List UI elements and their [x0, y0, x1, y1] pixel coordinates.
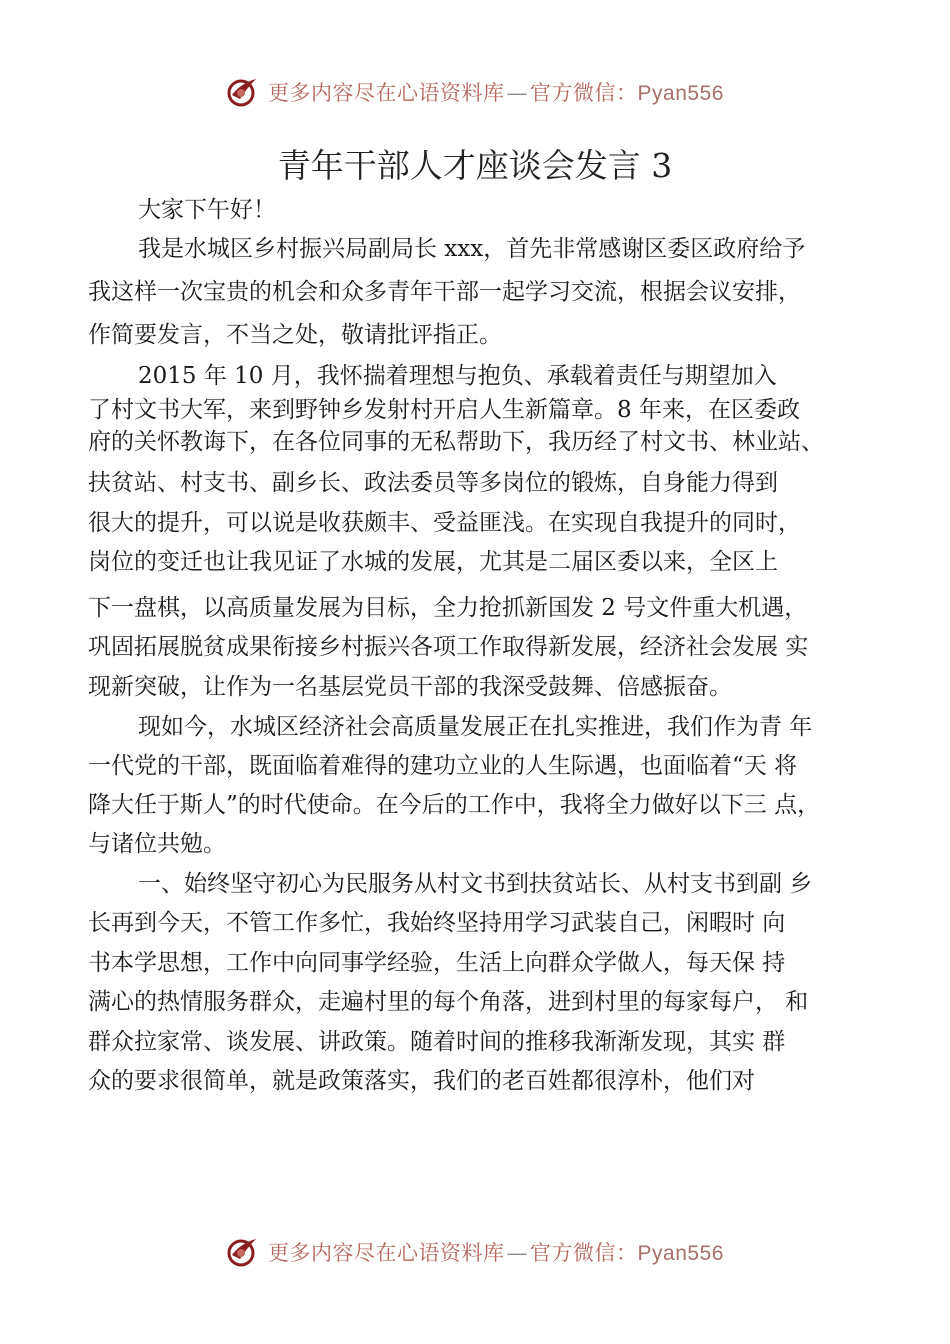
watermark-id: Pyan556 [637, 82, 724, 105]
body-line: 降大任于斯人”的时代使命。在今后的工作中，我将全力做好以下三 点， [88, 792, 821, 818]
body-line: 一代党的干部，既面临着难得的建功立业的人生际遇，也面临着“天 将 [88, 753, 798, 779]
watermark-main-text: 更多内容尽在心语资料库 [268, 1241, 505, 1265]
body-line: 大家下午好！ [138, 197, 276, 223]
body-line: 扶贫站、村支书、副乡长、政法委员等多岗位的锻炼，自身能力得到 [88, 470, 778, 496]
body-line: 岗位的变迁也让我见证了水城的发展，尤其是二届区委以来，全区上 [88, 549, 778, 575]
watermark-main-text: 更多内容尽在心语资料库 [268, 81, 505, 105]
body-line: 与诸位共勉。 [88, 831, 226, 857]
body-line: 2015 年 10 月，我怀揣着理想与抱负、承载着责任与期望加入 [138, 363, 777, 389]
body-line: 群众拉家常、谈发展、讲政策。随着时间的推移我渐渐发现，其实 群 [88, 1029, 786, 1055]
body-line: 长再到今天，不管工作多忙，我始终坚持用学习武装自己，闲暇时 向 [88, 910, 786, 936]
logo-icon [226, 75, 260, 109]
watermark-label: 官方微信： [530, 81, 638, 105]
body-line: 作简要发言，不当之处，敬请批评指正。 [88, 322, 502, 348]
watermark-footer [0, 1232, 950, 1272]
logo-icon [226, 1235, 260, 1269]
document-title: 青年干部人才座谈会发言 3 [277, 146, 673, 185]
watermark-id: Pyan556 [637, 1242, 724, 1265]
watermark-separator: — [506, 81, 529, 105]
body-line: 众的要求很简单，就是政策落实，我们的老百姓都很淳朴，他们对 [88, 1068, 755, 1094]
body-line: 满心的热情服务群众，走遍村里的每个角落，进到村里的每家每户， 和 [88, 989, 809, 1015]
body-line: 书本学思想，工作中向同事学经验，生活上向群众学做人，每天保 持 [88, 950, 786, 976]
body-line: 府的关怀教诲下，在各位同事的无私帮助下，我历经了村文书、林业站、 [88, 429, 824, 455]
body-line: 很大的提升，可以说是收获颇丰、受益匪浅。在实现自我提升的同时， [88, 510, 801, 536]
body-line: 了村文书大军，来到野钟乡发射村开启人生新篇章。8 年来，在区委政 [88, 397, 800, 423]
body-line: 下一盘棋，以高质量发展为目标，全力抢抓新国发 2 号文件重大机遇， [88, 595, 808, 621]
body-line: 现新突破，让作为一名基层党员干部的我深受鼓舞、倍感振奋。 [88, 674, 732, 700]
body-line: 一、始终坚守初心为民服务从村文书到扶贫站长、从村支书到副 乡 [138, 871, 813, 897]
watermark-label: 官方微信： [530, 1241, 638, 1265]
body-line: 巩固拓展脱贫成果衔接乡村振兴各项工作取得新发展，经济社会发展 实 [88, 634, 809, 660]
watermark-header [0, 72, 950, 112]
body-line: 现如今，水城区经济社会高质量发展正在扎实推进，我们作为青 年 [138, 714, 813, 740]
watermark-separator: — [506, 1241, 529, 1265]
body-line: 我这样一次宝贵的机会和众多青年干部一起学习交流，根据会议安排， [88, 279, 801, 305]
body-line: 我是水城区乡村振兴局副局长 xxx，首先非常感谢区委区政府给予 [138, 236, 806, 262]
